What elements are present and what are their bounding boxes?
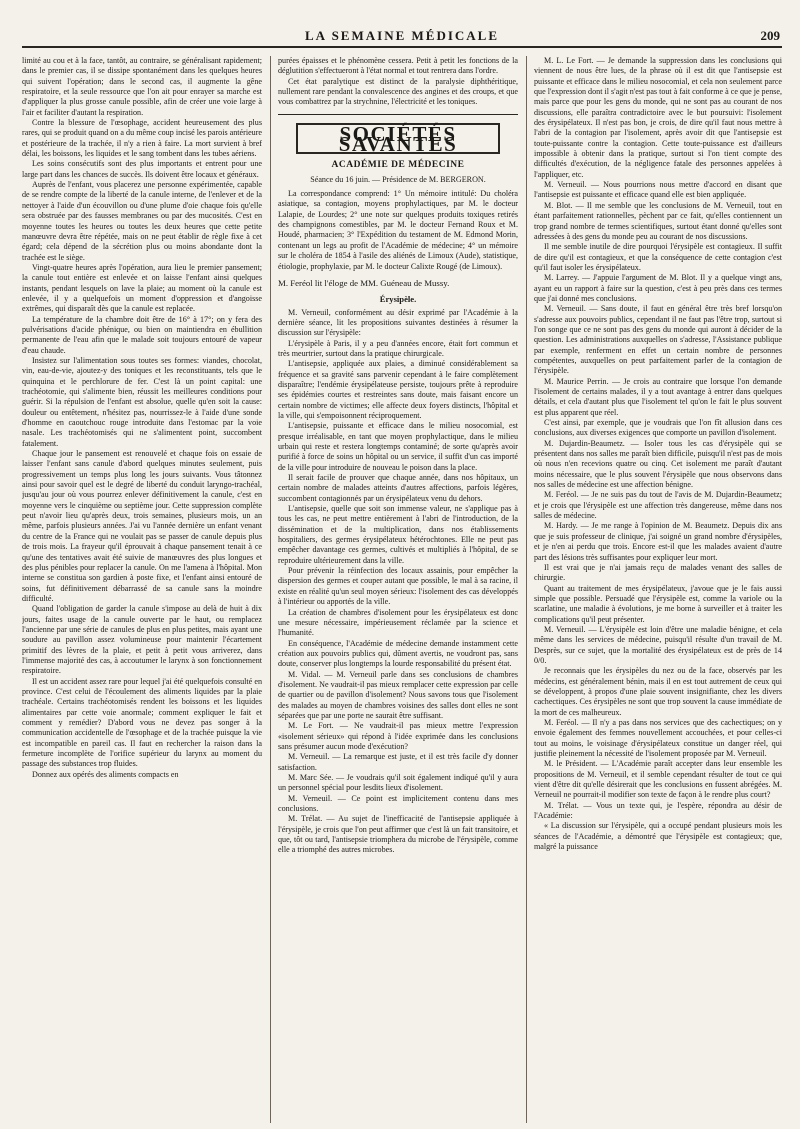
page-header <box>22 28 782 48</box>
paragraph: Il serait facile de prouver que chaque année, dans nos hôpitaux, un certain nombre de malades atteints d'autres affections, parfois légères, succombent contagionnés par un érysipélateux venu du dehors. <box>278 473 518 503</box>
paragraph: Quant au traitement de mes érysipélateux, j'avoue que je le fais aussi simple que possible. Persuadé que l'érysipèle est, comme la variole ou la scarlatine, une maladie à évolutions, je me borne à surveiller et à traiter les complications qu'il peut présenter. <box>534 583 782 624</box>
paragraph: M. Marc Sée. — Je voudrais qu'il soit également indiqué qu'il y aura un personnel spécial pour lesdits lieux d'isolement. <box>278 773 518 793</box>
column-divider <box>270 56 271 1123</box>
paragraph: Vingt-quatre heures après l'opération, aura lieu le premier pansement; la canule tout entière est enlevée et on laisse l'enfant ainsi quelques instants, pendant lesquels on lave la plaie; au moment où la canule est enlevée, il y a quelquefois un moment d'oppression et d'angoisse extrêmes, qui disparaît dès que la canule est replacée. <box>22 262 262 314</box>
paragraph: M. Verneuil. — La remarque est juste, et il est très facile d'y donner satisfaction. <box>278 752 518 772</box>
paragraph: Pour prévenir la réinfection des locaux assainis, pour empêcher la dispersion des germes et couper autant que possible, le mal à sa racine, il existe en réalité qu'un seul moyen sérieux: l'isolement des cas développés à l'intérieur ou apportés de la ville. <box>278 566 518 607</box>
section-title-box: SOCIÉTÉS SAVANTES <box>296 123 500 155</box>
paragraph: M. Dujardin-Beaumetz. — Isoler tous les cas d'érysipèle qui se présentent dans nos salles me paraît bien difficile, puisqu'il n'est pas de mois où nous n'en recevions quatre ou cinq. Cet isolement me paraît d'autant moins nécessaire, que le plus souvent l'érysipèle que nous observons dans nos salles de médecine est une affection bénigne. <box>534 438 782 490</box>
paragraph: M. Hardy. — Je me range à l'opinion de M. Beaumetz. Depuis dix ans que je suis professeur de clinique, j'ai soigné un grand nombre d'érysipèles, et je n'en ai perdu que trois. Encore est-il que les malades avaient d'autre part des lésions très suffisantes pour expliquer leur mort. <box>534 521 782 562</box>
paragraph: L'antisepsie, quelle que soit son immense valeur, ne s'applique pas à tous les cas, ne peut mettre entièrement à l'abri de l'introduction, de la dissémination et de la multiplication, dans nos établissements hospitaliers, des germes érysipélateux hétérochtones. Elle ne peut pas empêcher davantage ces germes, cultivés et multipliés à l'hôpital, de se reproduire ultérieurement dans la ville. <box>278 504 518 565</box>
paragraph: L'antisepsie, puissante et efficace dans le milieu nosocomial, est presque irréalisable, en tant que moyen prophylactique, dans le milieu urbain qui reste et restera longtemps contaminé; de sorte qu'après avoir purifié à force de soins un hôpital ou un service, il suffit d'un cas importé de la ville pour introduire de nouveau le poison dans la place. <box>278 421 518 472</box>
session-line: Séance du 16 juin. — Présidence de M. BERGERON. <box>310 174 486 184</box>
page-number: 209 <box>760 28 780 43</box>
paragraph: C'est ainsi, par exemple, que je voudrais que l'on fît allusion dans ces conclusions, aux diverses exigences que comporte un pavillon d'isolement. <box>534 418 782 438</box>
paragraph: Contre la blessure de l'œsophage, accident heureusement des plus rares, qui se produit quand on a du même coup incisé les parois antérieure et postérieure de la trachée, il n'y a rien à faire. La mort survient à bref délai, les boissons, les liquides et le sang tombent dans les tubes aériens. <box>22 118 262 159</box>
paragraph: Quand l'obligation de garder la canule s'impose au delà de huit à dix jours, faites usage de la canule ouverte par le haut, ou remplacez l'ancienne par une série de canules de plus en plus petites, mais ayant une soudure au pavillon assez volumineuse pour maintenir l'écartement primitif des lèvres de la plaie, et petit à petit vous arriverez, dans l'immense majorité des cas, à accoutumer le larynx à son fonctionnement respiratoire. <box>22 604 262 676</box>
paragraph: Il est un accident assez rare pour lequel j'ai été quelquefois consulté en province. C'est celui de l'écoulement des aliments liquides par la plaie trachéale. Certains trachéotomisés rendent les boissons et les liquides alimentaires par cette voie anormale; comment expliquer le fait et comment y remédier? D'abord vous ne devez pas songer à la communication accidentelle de l'œsophage et de la trachée puisque la vie est incompatible en pareil cas. Il faut en rechercher la raison dans la fermeture incomplète de l'orifice supérieur du larynx au moment du passage des substances trop fluides. <box>22 676 262 769</box>
paragraph: La création de chambres d'isolement pour les érysipélateux est donc une mesure nécessaire, impérieusement réclamée par la science et l'humanité. <box>278 607 518 638</box>
column-middle <box>278 56 518 1123</box>
paragraph: Donnez aux opérés des aliments compacts en <box>32 769 179 779</box>
paragraph: Les soins consécutifs sont des plus importants et entrent pour une large part dans les chances de succès. Ils doivent être locaux et généraux. <box>22 159 262 179</box>
paragraph: L'érysipèle à Paris, il y a peu d'années encore, était fort commun et très meurtrier, surtout dans la pratique chirurgicale. <box>278 338 518 358</box>
paragraph: Je reconnais que les érysipèles du nez ou de la face, observés par les médecins, est généralement bénin, mais il en est tout autrement de ceux qui se développent, à propos d'une plaie souvent insignifiante, chez les divers cachectiques. Ces érysipèles ne sont que trop souvent la cause immédiate de la mort de ces malheureux. <box>534 666 782 717</box>
paragraph: M. Verneuil. — Sans doute, il faut en général être très bref lorsqu'on s'adresse aux pouvoirs publics, cependant il ne faut pas l'être trop, surtout si l'on songe que ce ne sont pas des gens du monde qui auront à décider de la question. Les administrations auxquelles on s'adresse, l'Assistance publique par exemple, renferment en effet un certain nombre de personnes compétentes, auxquelles on peut parfaitement parler de la contagion de l'érysipèle. <box>534 304 782 376</box>
paragraph: M. Verneuil. — Nous pourrions nous mettre d'accord en disant que l'antisepsie est puissante et efficace quand elle est bien appliquée. <box>534 180 782 200</box>
column-divider <box>526 56 527 1123</box>
paragraph: Auprès de l'enfant, vous placerez une personne expérimentée, capable de se rendre compte de la liberté de la canule interne, de l'enlever et de la nettoyer à l'aide d'un écouvillon ou d'une plume d'oie chaque fois qu'elle sera obstruée par des fausses membranes ou par des mucosités. C'est en moyenne toutes les heures ou toutes les deux heures que cette petite manœuvre devra être répétée, mais on ne peut établir de règle fixe à cet égard; cela dépend de la sécrétion plus ou moins abondante dont la trachée est le siège. <box>22 180 262 262</box>
journal-title: LA SEMAINE MÉDICALE <box>304 28 500 43</box>
paragraph: M. Vidal. — M. Verneuil parle dans ses conclusions de chambres d'isolement. Ne vaudrait-il pas mieux remplacer cette expression par celle de quartier ou de pavillon d'isolement? Nous savons tous que l'isolement des malades au moyen de chambres voisines des salles dont elles ne sont séparées que par une porte ne saurait être suffisant. <box>278 669 518 720</box>
paragraph: M. Feréol. — Je ne suis pas du tout de l'avis de M. Dujardin-Beaumetz; et je crois que l'érysipèle est une affection très dangereuse, même dans nos salles de médecine. <box>534 490 782 521</box>
paragraph: M. Verneuil. — L'érysipèle est loin d'être une maladie bénigne, et cela même dans les services de médecine, puisqu'il résulte d'un travail de M. Desprès, sur ce sujet, que la mortalité des érysipélateux est de près de 14 0/0. <box>534 624 782 665</box>
paragraph: Cet état paralytique est distinct de la paralysie diphthéritique, nullement rare pendant la convalescence des angines et des croups, et que vous combattrez par la strychnine, l'électricité et les toniques. <box>278 76 518 107</box>
section-separator <box>278 114 518 155</box>
paragraph: M. Trélat. — Vous un texte qui, je l'espère, répondra au désir de l'Académie: <box>534 800 782 821</box>
paragraph: M. Trélat. — Au sujet de l'inefficacité de l'antisepsie appliquée à l'érysipèle, je crois que l'on peut affirmer que c'est là un fait transitoire, et que, tôt ou tard, l'antisepsie triomphera du microbe de l'érysipèle, comme elle a triomphé des autres microbes. <box>278 814 518 855</box>
page <box>22 0 782 1129</box>
eulogy-line: M. Feréol lit l'éloge de MM. Guéneau de Mussy. <box>278 277 450 288</box>
paragraph: Insistez sur l'alimentation sous toutes ses formes: viandes, chocolat, vin, eau-de-vie, ajoutez-y des toniques et les reconstituants, tels que le quinquina et le perchlorure de fer. C'est là un point capital: une trachéotomie, qui s'alimente bien, réussit les meilleures conditions pour guérir. Si la répulsion de l'enfant est absolue, quelle qu'en soit la cause: douleur ou entêtement, n'hésitez pas, nourrissez-le à l'aide d'une sonde d'homme en caoutchouc rouge introduite dans l'estomac par la voie nasale. Les trachéotomisés qui ne s'alimentent point, succombent fatalement. <box>22 355 262 448</box>
paragraph: Il est vrai que je n'ai jamais reçu de malades venant des salles de chirurgie. <box>534 562 782 583</box>
paragraph: M. le Président. — L'Académie paraît accepter dans leur ensemble les propositions de M. Verneuil, et il semble cependant résulter de tout ce qui vient d'être dit qu'elle désirerait que les conclusions en fussent abrégées. M. Verneuil ne pourrait-il modifier son texte de façon à le rendre plus court? <box>534 759 782 800</box>
paragraph: Chaque jour le pansement est renouvelé et chaque fois on essaie de laisser l'enfant sans canule d'abord quelques minutes seulement, puis progressivement un temps plus long les jours suivants. Vous tâtonnez ainsi pour savoir quel est le degré de liberté du conduit laryngo-trachéal, jusqu'au jour où vous pourrez enlever définitivement la canule, c'est en moyenne vers le cinquième ou septième jour. Cette suppression complète peut n'avoir lieu qu'après deux, trois semaines, plusieurs mois, un an même, parfois plusieurs années. J'ai vu l'année dernière un enfant venant du centre de la France qui ne voulait pas se passer de canule depuis plus de trois mois. La frayeur qu'il éprouvait à chaque pansement tenait à ce qu'une des tentatives avait été suivie de manœuvres des plus longues et des plus pénibles pour replacer la canule. On me l'amena à l'hôpital. Mon interne se constitua son gardien à poste fixe, et l'enfant ainsi entouré de soins, fut définitivement débarrassé de sa canule sans la moindre difficulté. <box>22 449 262 603</box>
paragraph: purées épaisses et le phénomène cessera. Petit à petit les fonctions de la déglutition s'effectueront à l'état normal et tout rentrera dans l'ordre. <box>278 56 518 76</box>
subheading-erysipele: Érysipèle. <box>379 294 417 305</box>
paragraph: Il me semble inutile de dire pourquoi l'érysipèle est contagieux. Il suffit de dire qu'il est contagieux, et que la conséquence de cette contagion c'est qu'il faut isoler les érysipélateux. <box>534 242 782 272</box>
paragraph: « La discussion sur l'érysipèle, qui a occupé pendant plusieurs mois les séances de l'Académie, a démontré que l'érysipèle est contagieux; que, malgré la puissance <box>534 821 782 852</box>
paragraph: La température de la chambre doit être de 16° à 17°; on y fera des pulvérisations d'acide phénique, ou bien on maintiendra en ébullition permanente de l'eau afin que le malade soit toujours entouré de vapeur d'eau chaude. <box>22 314 262 355</box>
paragraph: M. Larrey. — J'appuie l'argument de M. Blot. Il y a quelque vingt ans, ayant eu un rapport à faire sur la question, c'est à peu près dans ces termes que j'ai donné mes conclusions. <box>534 273 782 303</box>
paragraph: L'antisepsie, appliquée aux plaies, a diminué considérablement sa fréquence et sa gravité sans parvenir cependant à le faire complètement disparaître; l'endémie érysipélateuse persiste, toujours prête à reproduire ses épidémies courtes et restreintes sans doute, mais faisant encore un certain nombre de victimes; elle affecte deux foyers distincts, l'hôpital et la ville, qui s'empoisonnent réciproquement. <box>278 359 518 420</box>
paragraph: M. Maurice Perrin. — Je crois au contraire que lorsque l'on demande l'isolement de certains malades, il y a tout avantage à entrer dans quelques détails, et cela d'autant plus que l'isolement tel qu'on le fait le plus souvent est plus apparent que réel. <box>534 376 782 417</box>
paragraph: M. Feréol. — Il n'y a pas dans nos services que des cachectiques; on y envoie également des femmes nouvellement accouchées, et pour celles-ci tout au moins, le voisinage d'érysipélateux constitue un danger réel, qui justifie pleinement la nécessité de l'isolement proposée par M. Verneuil. <box>534 718 782 759</box>
column-left <box>22 56 262 1123</box>
paragraph: En conséquence, l'Académie de médecine demande instamment cette création aux pouvoirs publics qui, dûment avertis, ne voudront pas, sans doute, conserver plus longtemps la lourde responsabilité du présent état. <box>278 638 518 669</box>
paragraph: M. Le Fort. — Ne vaudrait-il pas mieux mettre l'expression «isolement sérieux» qui répond à l'idée exprimée dans les conclusions sans présumer aucun mode d'exécution? <box>278 721 518 751</box>
paragraph: M. Verneuil. — Ce point est implicitement contenu dans mes conclusions. <box>278 793 518 814</box>
paragraph: limité au cou et à la face, tantôt, au contraire, se généralisant rapidement; dans le premier cas, il se dissipe spontanément dans les quelques heures qui suivent l'opération; dans le second cas, il augmente la gêne respiratoire, et la seule ressource que l'on ait pour enrayer sa marche est d'appliquer la plus grosse canule possible, afin de créer une voie large à l'air et faciliter d'autant la respiration. <box>22 56 262 117</box>
paragraph: M. L. Le Fort. — Je demande la suppression dans les conclusions qui viennent de nous être lues, de la phrase où il est dit que l'antisepsie est puissante et efficace dans le milieu nosocomial, et cela non seulement parce que l'expression dont il s'agit n'est pas tout à fait conforme à ce que je pense, mais parce que pour les gens du monde, qui ne sont pas au courant de nos discussions, elle paraîtra contradictoire avec le but poursuivi: l'isolement des érysipélateux. Il n'est pas bon, je crois, de dire qu'il faut nous mettre à l'abri de la contagion par l'isolement, après avoir dit que l'antisepsie est toute-puissante contre la contagion. Cette toute-puissance est d'ailleurs impossible à obtenir dans la pratique, surtout si l'on tient compte des difficultés d'exécution, de la négligence fatale des personnes appelées à l'appliquer, etc. <box>534 56 782 179</box>
paragraph: M. Blot. — Il me semble que les conclusions de M. Verneuil, tout en étant parfaitement rationnelles, pèchent par ce fait, qu'elles contiennent un trop grand nombre de termes scientifiques, surtout étant donné qu'elles sont adressées à des gens du monde peu au courant de nos discussions. <box>534 200 782 241</box>
paragraph: M. Verneuil, conformément au désir exprimé par l'Académie à la dernière séance, lit les propositions suivantes destinées à résumer la discussion sur l'érysipèle: <box>278 307 518 338</box>
correspondence-paragraph: La correspondance comprend: 1° Un mémoire intitulé: Du choléra asiatique, sa contagion, moyens prophylactiques, par M. le docteur Lalapie, de Lourdes; 2° une note sur quelques produits toxiques retirés des champignons comestibles, par M. le docteur Fernand Roux et M. Houdé, pharmacien; 3° l'Expédition du testament de M. Edmond Morin, contenant un legs au profit de l'Académie de médecine; 4° un mémoire sur le choléra de 1854 à l'asile des aliénés de Limoux (Aude), statistique, étiologie, prophylaxie, par M. le docteur Calixte Rougé (de Limoux). <box>278 189 518 271</box>
column-right <box>534 56 782 1123</box>
academy-heading: ACADÉMIE DE MÉDECINE <box>331 160 465 171</box>
